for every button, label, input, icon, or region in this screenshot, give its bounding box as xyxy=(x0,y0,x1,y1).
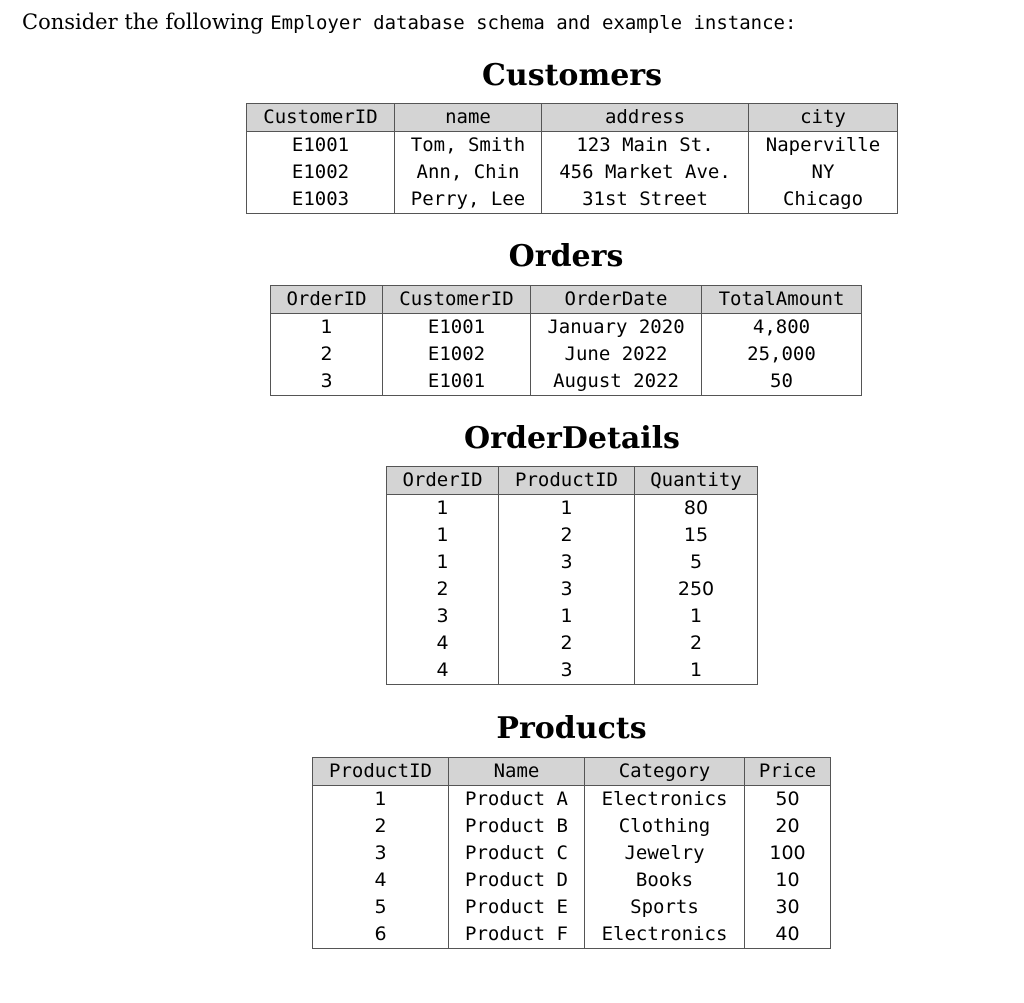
table-cell: Product B xyxy=(449,813,585,840)
table-row xyxy=(387,657,758,685)
customers-header-cell: address xyxy=(542,104,749,132)
table-cell: 456 Market Ave. xyxy=(542,159,749,186)
table-row xyxy=(271,314,862,342)
table-header-row xyxy=(313,758,831,786)
table-row xyxy=(387,549,758,576)
table-cell: Sports xyxy=(585,894,745,921)
table-cell: 25,000 xyxy=(702,341,862,368)
table-cell: 4 xyxy=(387,630,499,657)
table-cell: 20 xyxy=(745,813,831,840)
customers-table xyxy=(246,103,898,214)
customers-header-cell: city xyxy=(749,104,898,132)
table-cell: Product E xyxy=(449,894,585,921)
table-header-row xyxy=(247,104,898,132)
table-row xyxy=(313,867,831,894)
table-cell: 1 xyxy=(499,603,635,630)
table-cell: June 2022 xyxy=(531,341,702,368)
table-header-row xyxy=(271,286,862,314)
table-cell: 2 xyxy=(499,630,635,657)
table-row xyxy=(247,159,898,186)
orders-table xyxy=(270,285,862,396)
products-table xyxy=(312,757,831,949)
table-cell: E1003 xyxy=(247,186,395,214)
table-row xyxy=(271,341,862,368)
table-cell: Ann, Chin xyxy=(395,159,542,186)
table-cell: 3 xyxy=(313,840,449,867)
orders-header-cell: CustomerID xyxy=(383,286,531,314)
table-cell: Books xyxy=(585,867,745,894)
table-cell: 1 xyxy=(387,522,499,549)
table-cell: 50 xyxy=(702,368,862,396)
products-header-cell: Category xyxy=(585,758,745,786)
table-cell: 3 xyxy=(387,603,499,630)
orderdetails-title: OrderDetails xyxy=(464,421,680,456)
customers-header-cell: name xyxy=(395,104,542,132)
table-row xyxy=(247,132,898,160)
table-cell: 3 xyxy=(499,657,635,685)
table-cell: Perry, Lee xyxy=(395,186,542,214)
table-cell: Electronics xyxy=(585,786,745,814)
table-cell: 2 xyxy=(313,813,449,840)
table-cell: 15 xyxy=(635,522,758,549)
products-header-cell: ProductID xyxy=(313,758,449,786)
orders-header-cell: OrderDate xyxy=(531,286,702,314)
table-cell: 2 xyxy=(499,522,635,549)
table-row xyxy=(387,495,758,523)
table-cell: 30 xyxy=(745,894,831,921)
table-cell: 6 xyxy=(313,921,449,949)
table-cell: 2 xyxy=(387,576,499,603)
customers-header-cell: CustomerID xyxy=(247,104,395,132)
table-cell: 1 xyxy=(271,314,383,342)
table-cell: 1 xyxy=(387,495,499,523)
table-cell: 31st Street xyxy=(542,186,749,214)
table-cell: Product C xyxy=(449,840,585,867)
table-cell: 1 xyxy=(499,495,635,523)
intro-prefix: Consider the following xyxy=(22,10,264,34)
table-row xyxy=(313,840,831,867)
table-cell: 4 xyxy=(313,867,449,894)
table-cell: 1 xyxy=(635,657,758,685)
table-cell: August 2022 xyxy=(531,368,702,396)
table-cell: January 2020 xyxy=(531,314,702,342)
table-row xyxy=(387,603,758,630)
orderdetails-header-cell: OrderID xyxy=(387,467,499,495)
orderdetails-header-cell: ProductID xyxy=(499,467,635,495)
table-cell: 123 Main St. xyxy=(542,132,749,160)
table-row xyxy=(247,186,898,214)
table-cell: 5 xyxy=(635,549,758,576)
table-cell: 3 xyxy=(499,549,635,576)
table-cell: E1001 xyxy=(383,314,531,342)
table-row xyxy=(313,894,831,921)
table-row xyxy=(387,522,758,549)
table-cell: 40 xyxy=(745,921,831,949)
table-cell: 1 xyxy=(387,549,499,576)
table-cell: E1001 xyxy=(383,368,531,396)
table-cell: Tom, Smith xyxy=(395,132,542,160)
customers-title: Customers xyxy=(482,58,662,93)
table-cell: 2 xyxy=(635,630,758,657)
table-cell: 100 xyxy=(745,840,831,867)
intro-mono: Employer database schema and example instance: xyxy=(270,12,797,34)
table-cell: E1001 xyxy=(247,132,395,160)
table-cell: Product F xyxy=(449,921,585,949)
table-cell: Product A xyxy=(449,786,585,814)
table-cell: NY xyxy=(749,159,898,186)
orderdetails-table xyxy=(386,466,758,685)
table-row xyxy=(313,921,831,949)
table-row xyxy=(271,368,862,396)
table-cell: 1 xyxy=(635,603,758,630)
table-cell: 10 xyxy=(745,867,831,894)
table-cell: E1002 xyxy=(247,159,395,186)
orders-title: Orders xyxy=(508,239,624,274)
table-cell: E1002 xyxy=(383,341,531,368)
table-row xyxy=(313,786,831,814)
table-cell: Chicago xyxy=(749,186,898,214)
table-row xyxy=(313,813,831,840)
orderdetails-header-cell: Quantity xyxy=(635,467,758,495)
table-cell: 3 xyxy=(271,368,383,396)
products-title: Products xyxy=(496,711,647,746)
table-cell: 2 xyxy=(271,341,383,368)
table-cell: 5 xyxy=(313,894,449,921)
table-cell: Naperville xyxy=(749,132,898,160)
table-cell: 4 xyxy=(387,657,499,685)
table-cell: Jewelry xyxy=(585,840,745,867)
products-header-cell: Price xyxy=(745,758,831,786)
intro-text xyxy=(22,10,796,34)
table-header-row xyxy=(387,467,758,495)
table-cell: 3 xyxy=(499,576,635,603)
table-cell: 250 xyxy=(635,576,758,603)
table-cell: 4,800 xyxy=(702,314,862,342)
table-row xyxy=(387,630,758,657)
table-cell: 1 xyxy=(313,786,449,814)
table-row xyxy=(387,576,758,603)
table-cell: Electronics xyxy=(585,921,745,949)
table-cell: 80 xyxy=(635,495,758,523)
table-cell: 50 xyxy=(745,786,831,814)
table-cell: Clothing xyxy=(585,813,745,840)
table-cell: Product D xyxy=(449,867,585,894)
orders-header-cell: TotalAmount xyxy=(702,286,862,314)
products-header-cell: Name xyxy=(449,758,585,786)
orders-header-cell: OrderID xyxy=(271,286,383,314)
